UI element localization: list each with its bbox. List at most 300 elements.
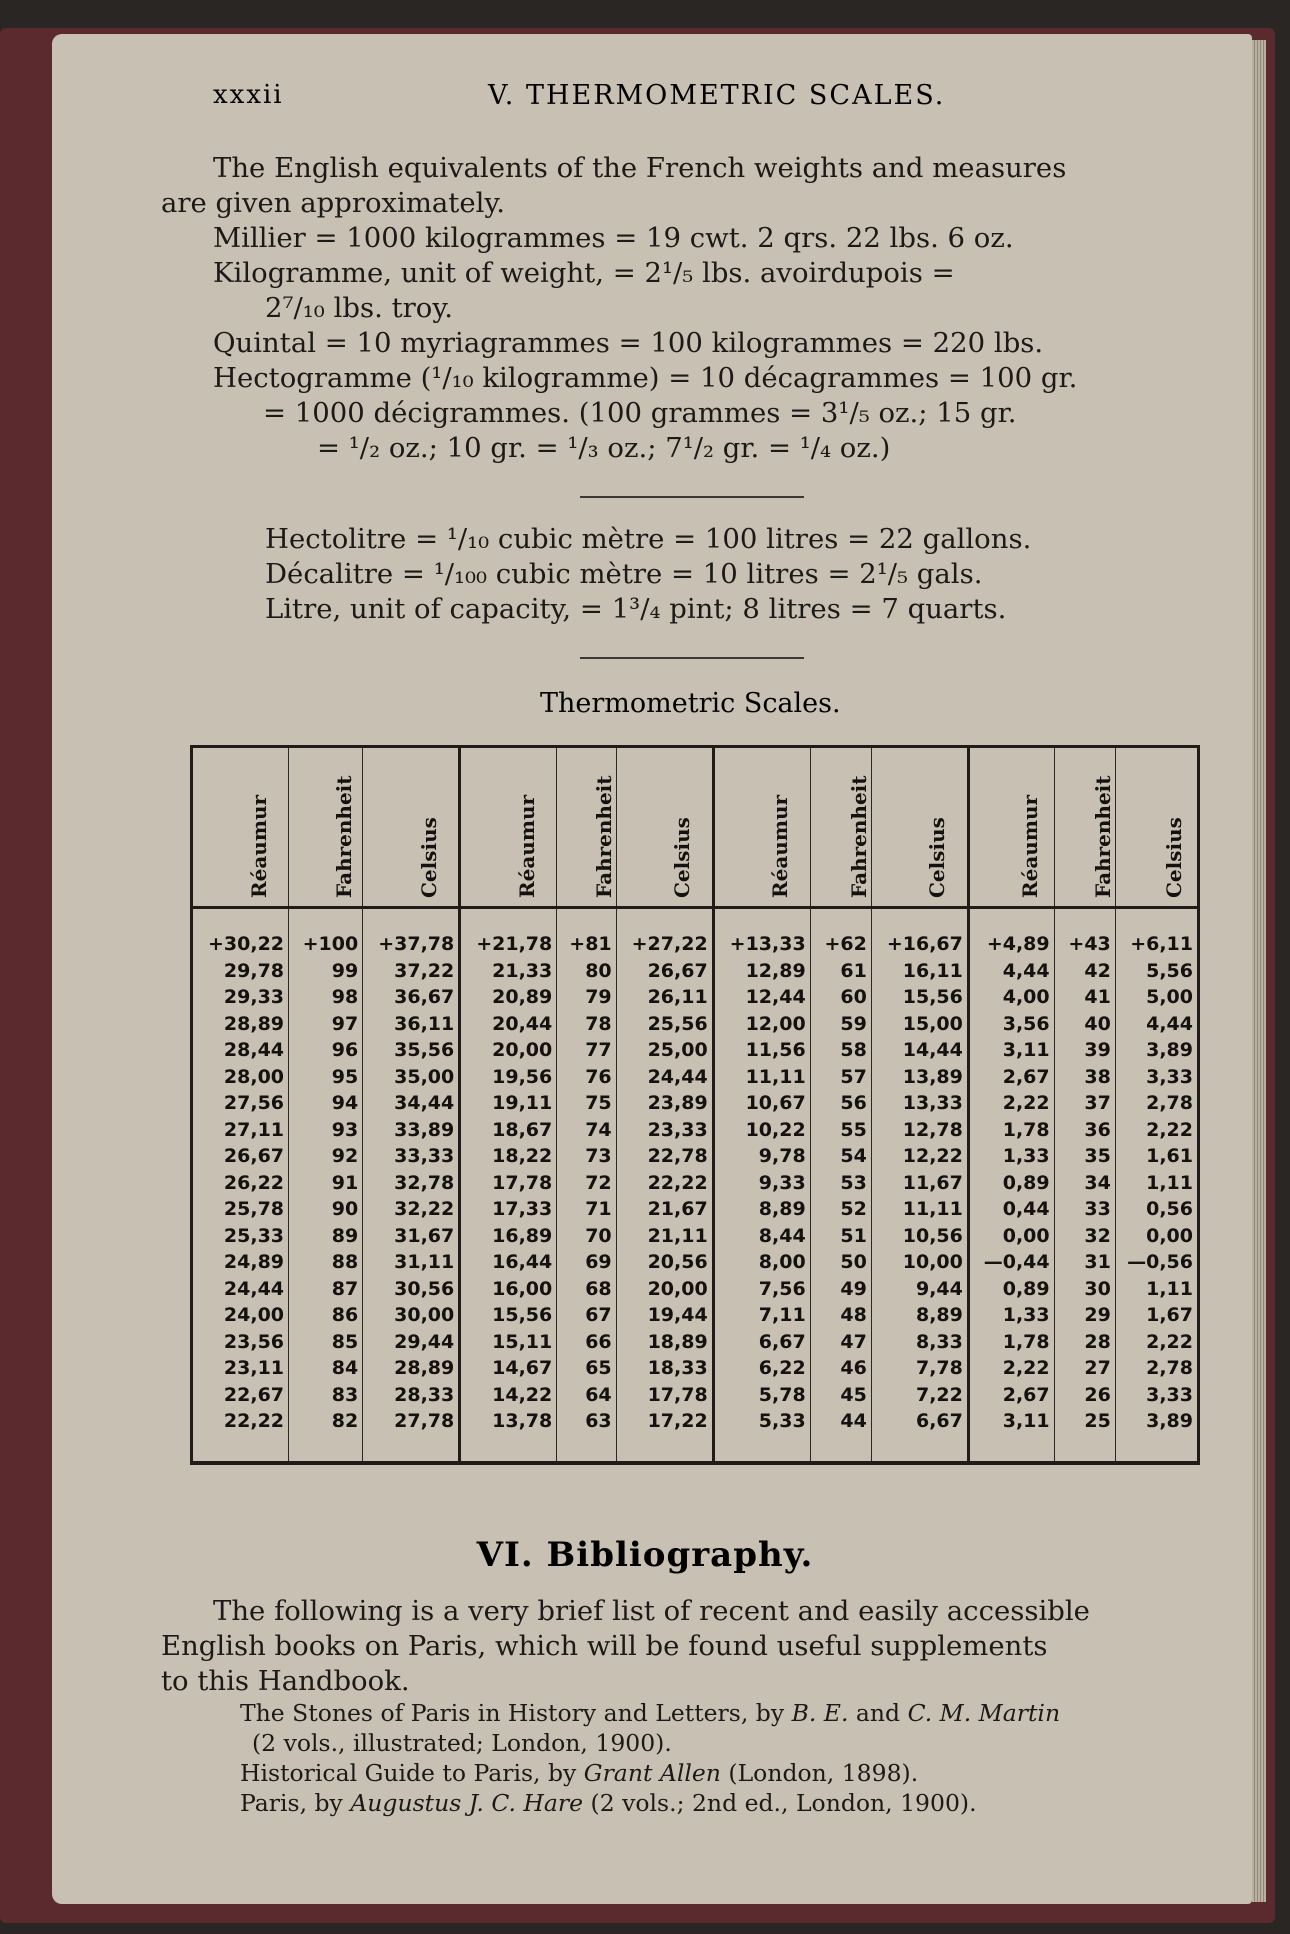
table-cell: 12,78 [871, 1117, 968, 1144]
table-cell: 17,78 [616, 1382, 713, 1409]
table-cell: 23,89 [616, 1090, 713, 1117]
table-cell: 3,89 [1115, 1408, 1198, 1463]
table-cell: 10,56 [871, 1223, 968, 1250]
hectogramme-line2: = 1000 décigrammes. (100 grammes = 3¹/₅ oz.; 15 gr. [263, 397, 1017, 429]
chapter-title: V. THERMOMETRIC SCALES. [488, 80, 946, 111]
bibliography-entries [240, 1698, 1180, 1818]
table-cell: 30,56 [363, 1276, 460, 1303]
table-cell: 3,89 [1115, 1037, 1198, 1064]
table-cell: 13,33 [871, 1090, 968, 1117]
table-cell: 27,11 [192, 1117, 289, 1144]
table-cell: 37 [1054, 1090, 1115, 1117]
table-cell: 12,00 [713, 1011, 810, 1038]
table-cell: 20,00 [616, 1276, 713, 1303]
table-cell: 40 [1054, 1011, 1115, 1038]
column-header: Réaumur [460, 747, 557, 908]
table-cell: 24,00 [192, 1302, 289, 1329]
kilogramme-line2: 2⁷/₁₀ lbs. troy. [265, 292, 453, 324]
table-cell: 46 [810, 1355, 871, 1382]
section-divider [580, 496, 804, 498]
table-cell: 89 [289, 1223, 363, 1250]
entry-title: Historical Guide to Paris, by [240, 1759, 577, 1787]
bibliography-intro-line2: English books on Paris, which will be found useful supplements [161, 1630, 1048, 1662]
table-cell: 24,44 [192, 1276, 289, 1303]
table-cell: 2,78 [1115, 1355, 1198, 1382]
table-cell: 70 [557, 1223, 616, 1250]
table-cell: 4,00 [968, 984, 1054, 1011]
table-cell: 63 [557, 1408, 616, 1463]
table-cell: 44 [810, 1408, 871, 1463]
column-header: Celsius [363, 747, 460, 908]
table-cell: +43 [1054, 908, 1115, 958]
table-cell: 75 [557, 1090, 616, 1117]
table-cell: 23,33 [616, 1117, 713, 1144]
table-row [192, 1090, 1199, 1117]
table-cell: 30,00 [363, 1302, 460, 1329]
table-cell: 18,67 [460, 1117, 557, 1144]
table-cell: 87 [289, 1276, 363, 1303]
table-cell: 33 [1054, 1196, 1115, 1223]
table-cell: 77 [557, 1037, 616, 1064]
millier-line: Millier = 1000 kilogrammes = 19 cwt. 2 qrs. 22 lbs. 6 oz. [213, 222, 1014, 254]
entry-title: The Stones of Paris in History and Letters, by [240, 1699, 785, 1727]
table-row [192, 1037, 1199, 1064]
table-cell: 33,89 [363, 1117, 460, 1144]
table-cell: 28 [1054, 1329, 1115, 1356]
table-row [192, 1249, 1199, 1276]
table-cell: 1,78 [968, 1117, 1054, 1144]
table-cell: 31 [1054, 1249, 1115, 1276]
entry-author: C. M. Martin [907, 1699, 1061, 1727]
table-cell: 6,67 [713, 1329, 810, 1356]
table-cell: 13,89 [871, 1064, 968, 1091]
table-cell: 95 [289, 1064, 363, 1091]
table-cell: 7,56 [713, 1276, 810, 1303]
table-cell: 42 [1054, 958, 1115, 985]
table-row [192, 1117, 1199, 1144]
table-cell: 8,89 [871, 1302, 968, 1329]
table-cell: 36 [1054, 1117, 1115, 1144]
table-row [192, 1302, 1199, 1329]
table-row [192, 1276, 1199, 1303]
table-cell: 32,22 [363, 1196, 460, 1223]
table-cell: 48 [810, 1302, 871, 1329]
table-cell: 83 [289, 1382, 363, 1409]
table-cell: 14,67 [460, 1355, 557, 1382]
table-cell: 88 [289, 1249, 363, 1276]
kilogramme-line1: Kilogramme, unit of weight, = 2¹/₅ lbs. avoirdupois = [213, 257, 955, 289]
table-cell: 25,78 [192, 1196, 289, 1223]
table-cell: 32,78 [363, 1170, 460, 1197]
table-cell: 20,56 [616, 1249, 713, 1276]
entry-author: Augustus J. C. Hare [350, 1789, 584, 1817]
table-cell: 80 [557, 958, 616, 985]
table-cell: 12,89 [713, 958, 810, 985]
table-cell: 11,11 [713, 1064, 810, 1091]
table-cell: 26,11 [616, 984, 713, 1011]
table-cell: 72 [557, 1170, 616, 1197]
table-cell: 22,22 [192, 1408, 289, 1463]
table-cell: 26 [1054, 1382, 1115, 1409]
table-cell: +21,78 [460, 908, 557, 958]
quintal-line: Quintal = 10 myriagrammes = 100 kilogrammes = 220 lbs. [213, 327, 1044, 359]
table-cell: 41 [1054, 984, 1115, 1011]
table-cell: +16,67 [871, 908, 968, 958]
table-cell: 35,00 [363, 1064, 460, 1091]
table-cell: 57 [810, 1064, 871, 1091]
table-row [192, 1196, 1199, 1223]
table-cell: 53 [810, 1170, 871, 1197]
table-cell: 12,22 [871, 1143, 968, 1170]
table-cell: 2,22 [968, 1090, 1054, 1117]
table-cell: 17,33 [460, 1196, 557, 1223]
table-cell: 21,67 [616, 1196, 713, 1223]
table-cell: 29,33 [192, 984, 289, 1011]
table-cell: 1,78 [968, 1329, 1054, 1356]
table-cell: 8,33 [871, 1329, 968, 1356]
table-cell: +27,22 [616, 908, 713, 958]
table-cell: 22,22 [616, 1170, 713, 1197]
table-cell: 33,33 [363, 1143, 460, 1170]
table-cell: 4,44 [968, 958, 1054, 985]
table-cell: 68 [557, 1276, 616, 1303]
hectogramme-line1: Hectogramme (¹/₁₀ kilogramme) = 10 décagrammes = 100 gr. [213, 362, 1078, 394]
table-cell: 15,11 [460, 1329, 557, 1356]
table-cell: 76 [557, 1064, 616, 1091]
entry-author: B. E. [791, 1699, 849, 1727]
table-cell: 85 [289, 1329, 363, 1356]
table-cell: 35,56 [363, 1037, 460, 1064]
table-cell: 26,22 [192, 1170, 289, 1197]
table-cell: 10,00 [871, 1249, 968, 1276]
entry-title: Paris, by [240, 1789, 343, 1817]
column-header: Réaumur [968, 747, 1054, 908]
bibliography-entry [240, 1788, 1180, 1818]
table-cell: 1,61 [1115, 1143, 1198, 1170]
table-cell: 97 [289, 1011, 363, 1038]
table-cell: 8,89 [713, 1196, 810, 1223]
table-cell: 20,44 [460, 1011, 557, 1038]
table-cell: 54 [810, 1143, 871, 1170]
bibliography-intro-line3: to this Handbook. [161, 1665, 410, 1697]
table-cell: 10,67 [713, 1090, 810, 1117]
table-cell: 7,78 [871, 1355, 968, 1382]
table-cell: 0,00 [1115, 1223, 1198, 1250]
table-cell: 2,22 [968, 1355, 1054, 1382]
hectogramme-line3: = ¹/₂ oz.; 10 gr. = ¹/₃ oz.; 7¹/₂ gr. = ¹/₄ oz.) [317, 432, 891, 464]
table-cell: 11,11 [871, 1196, 968, 1223]
table-cell: 31,67 [363, 1223, 460, 1250]
table-cell: 38 [1054, 1064, 1115, 1091]
table-cell: 30 [1054, 1276, 1115, 1303]
bibliography-title: VI. Bibliography. [476, 1535, 814, 1575]
table-cell: 5,78 [713, 1382, 810, 1409]
table-cell: 56 [810, 1090, 871, 1117]
table-cell: 26,67 [616, 958, 713, 985]
table-cell: 74 [557, 1117, 616, 1144]
table-cell: 25,56 [616, 1011, 713, 1038]
table-row [192, 1329, 1199, 1356]
table-row [192, 1170, 1199, 1197]
table-row [192, 1355, 1199, 1382]
table-cell: +100 [289, 908, 363, 958]
entry-details: (2 vols., illustrated; London, 1900). [252, 1729, 672, 1757]
table-cell: 90 [289, 1196, 363, 1223]
weights-intro-line1: The English equivalents of the French weights and measures [213, 152, 1067, 184]
table-cell: 0,56 [1115, 1196, 1198, 1223]
table-cell: 24,44 [616, 1064, 713, 1091]
table-cell: 73 [557, 1143, 616, 1170]
table-cell: 10,22 [713, 1117, 810, 1144]
table-cell: +62 [810, 908, 871, 958]
table-cell: 8,44 [713, 1223, 810, 1250]
table-cell: 32 [1054, 1223, 1115, 1250]
table-cell: 59 [810, 1011, 871, 1038]
table-cell: 2,67 [968, 1382, 1054, 1409]
table-cell: 18,33 [616, 1355, 713, 1382]
table-cell: 36,11 [363, 1011, 460, 1038]
table-cell: 8,00 [713, 1249, 810, 1276]
table-cell: 1,11 [1115, 1170, 1198, 1197]
table-cell: 34 [1054, 1170, 1115, 1197]
table-cell: 15,56 [460, 1302, 557, 1329]
table-cell: 29 [1054, 1302, 1115, 1329]
table-cell: 28,44 [192, 1037, 289, 1064]
table-cell: 5,56 [1115, 958, 1198, 985]
table-cell: 0,89 [968, 1170, 1054, 1197]
table-cell: +13,33 [713, 908, 810, 958]
table-cell: 14,44 [871, 1037, 968, 1064]
table-cell: 5,00 [1115, 984, 1198, 1011]
weights-intro-line2: are given approximately. [161, 187, 506, 219]
table-cell: 9,78 [713, 1143, 810, 1170]
column-header: Réaumur [192, 747, 289, 908]
column-header: Celsius [616, 747, 713, 908]
table-cell: 22,67 [192, 1382, 289, 1409]
section-divider-2 [580, 657, 804, 659]
table-cell: 3,56 [968, 1011, 1054, 1038]
table-cell: 20,89 [460, 984, 557, 1011]
table-cell: 96 [289, 1037, 363, 1064]
entry-author: Grant Allen [583, 1759, 721, 1787]
table-cell: 78 [557, 1011, 616, 1038]
table-cell: 1,33 [968, 1302, 1054, 1329]
table-cell: —0,56 [1115, 1249, 1198, 1276]
page-number: xxxii [213, 80, 284, 110]
column-header: Fahrenheit [810, 747, 871, 908]
table-cell: 22,78 [616, 1143, 713, 1170]
table-cell: 26,67 [192, 1143, 289, 1170]
table-cell: 14,22 [460, 1382, 557, 1409]
table-cell: 19,56 [460, 1064, 557, 1091]
table-cell: 93 [289, 1117, 363, 1144]
table-cell: 27,78 [363, 1408, 460, 1463]
table-cell: 11,56 [713, 1037, 810, 1064]
table-row [192, 984, 1199, 1011]
table-cell: 79 [557, 984, 616, 1011]
table-cell: 0,00 [968, 1223, 1054, 1250]
table-cell: 29,44 [363, 1329, 460, 1356]
table-cell: 49 [810, 1276, 871, 1303]
table-cell: 2,78 [1115, 1090, 1198, 1117]
table-cell: 39 [1054, 1037, 1115, 1064]
table-cell: 18,22 [460, 1143, 557, 1170]
table-cell: 18,89 [616, 1329, 713, 1356]
table-cell: 66 [557, 1329, 616, 1356]
table-cell: +30,22 [192, 908, 289, 958]
table-cell: 35 [1054, 1143, 1115, 1170]
table-cell: +81 [557, 908, 616, 958]
table-cell: —0,44 [968, 1249, 1054, 1276]
table-cell: 16,44 [460, 1249, 557, 1276]
table-cell: 91 [289, 1170, 363, 1197]
column-header: Fahrenheit [1054, 747, 1115, 908]
table-cell: 25,00 [616, 1037, 713, 1064]
table-cell: 98 [289, 984, 363, 1011]
table-cell: 7,11 [713, 1302, 810, 1329]
table-cell: 13,78 [460, 1408, 557, 1463]
table-row [192, 908, 1199, 958]
table-cell: 19,11 [460, 1090, 557, 1117]
table-cell: 1,67 [1115, 1302, 1198, 1329]
table-cell: 17,78 [460, 1170, 557, 1197]
table-cell: 23,11 [192, 1355, 289, 1382]
table-cell: 37,22 [363, 958, 460, 985]
table-cell: 84 [289, 1355, 363, 1382]
table-cell: 9,33 [713, 1170, 810, 1197]
table-cell: 2,22 [1115, 1329, 1198, 1356]
table-cell: 15,56 [871, 984, 968, 1011]
table-cell: 92 [289, 1143, 363, 1170]
table-row [192, 1011, 1199, 1038]
table-cell: +37,78 [363, 908, 460, 958]
entry-details: (2 vols.; 2nd ed., London, 1900). [590, 1789, 977, 1817]
table-cell: 71 [557, 1196, 616, 1223]
table-cell: 34,44 [363, 1090, 460, 1117]
bibliography-entry [240, 1758, 1180, 1788]
table-cell: 5,33 [713, 1408, 810, 1463]
entry-connector: and [855, 1699, 901, 1727]
entry-details: (London, 1898). [728, 1759, 919, 1787]
table-cell: 19,44 [616, 1302, 713, 1329]
table-cell: 67 [557, 1302, 616, 1329]
table-cell: 36,67 [363, 984, 460, 1011]
table-cell: 29,78 [192, 958, 289, 985]
table-cell: 50 [810, 1249, 871, 1276]
table-cell: 3,33 [1115, 1382, 1198, 1409]
table-cell: 16,11 [871, 958, 968, 985]
table-body [192, 908, 1199, 1463]
table-cell: 25,33 [192, 1223, 289, 1250]
capacity-section [265, 522, 1165, 627]
table-cell: 1,33 [968, 1143, 1054, 1170]
table-cell: 2,22 [1115, 1117, 1198, 1144]
page-edges [1252, 40, 1266, 1902]
table-header-row [192, 747, 1199, 908]
table-cell: +4,89 [968, 908, 1054, 958]
table-row [192, 1064, 1199, 1091]
table-cell: 60 [810, 984, 871, 1011]
table-cell: 9,44 [871, 1276, 968, 1303]
table-cell: 16,89 [460, 1223, 557, 1250]
table-cell: 82 [289, 1408, 363, 1463]
table-cell: 86 [289, 1302, 363, 1329]
table-cell: 11,67 [871, 1170, 968, 1197]
table-cell: 12,44 [713, 984, 810, 1011]
table-cell: 45 [810, 1382, 871, 1409]
table-row [192, 1382, 1199, 1409]
column-header: Celsius [1115, 747, 1198, 908]
table-cell: 28,89 [192, 1011, 289, 1038]
table-cell: 0,44 [968, 1196, 1054, 1223]
litre-line: Litre, unit of capacity, = 1³/₄ pint; 8 litres = 7 quarts. [265, 593, 1007, 625]
bibliography-entry [240, 1698, 1180, 1728]
table-cell: 15,00 [871, 1011, 968, 1038]
table-cell: 20,00 [460, 1037, 557, 1064]
table-cell: 28,89 [363, 1355, 460, 1382]
table-cell: 64 [557, 1382, 616, 1409]
table-cell: 61 [810, 958, 871, 985]
table-cell: 47 [810, 1329, 871, 1356]
table-row [192, 1223, 1199, 1250]
table-cell: 99 [289, 958, 363, 985]
table-cell: 55 [810, 1117, 871, 1144]
hectolitre-line: Hectolitre = ¹/₁₀ cubic mètre = 100 litres = 22 gallons. [265, 523, 1032, 555]
table-row [192, 1143, 1199, 1170]
table-cell: 65 [557, 1355, 616, 1382]
table-cell: 58 [810, 1037, 871, 1064]
bibliography-intro-line1: The following is a very brief list of recent and easily accessible [213, 1595, 1090, 1627]
table-cell: 21,11 [616, 1223, 713, 1250]
table-row [192, 958, 1199, 985]
table-cell: 3,11 [968, 1408, 1054, 1463]
table-cell: 28,00 [192, 1064, 289, 1091]
table-cell: 3,33 [1115, 1064, 1198, 1091]
column-header: Réaumur [713, 747, 810, 908]
table-cell: 51 [810, 1223, 871, 1250]
table-caption: Thermometric Scales. [540, 688, 841, 719]
table-cell: 52 [810, 1196, 871, 1223]
table-cell: 28,33 [363, 1382, 460, 1409]
table-cell: 69 [557, 1249, 616, 1276]
table-cell: 27 [1054, 1355, 1115, 1382]
decalitre-line: Décalitre = ¹/₁₀₀ cubic mètre = 10 litres = 2¹/₅ gals. [265, 558, 983, 590]
table-cell: 0,89 [968, 1276, 1054, 1303]
table-cell: 21,33 [460, 958, 557, 985]
table-cell: +6,11 [1115, 908, 1198, 958]
table-cell: 16,00 [460, 1276, 557, 1303]
table-cell: 4,44 [1115, 1011, 1198, 1038]
table-cell: 25 [1054, 1408, 1115, 1463]
table-cell: 31,11 [363, 1249, 460, 1276]
table-cell: 24,89 [192, 1249, 289, 1276]
table-cell: 6,22 [713, 1355, 810, 1382]
table-cell: 3,11 [968, 1037, 1054, 1064]
table-cell: 17,22 [616, 1408, 713, 1463]
table-cell: 23,56 [192, 1329, 289, 1356]
table-cell: 6,67 [871, 1408, 968, 1463]
table-cell: 94 [289, 1090, 363, 1117]
running-head [213, 80, 1188, 120]
table-cell: 7,22 [871, 1382, 968, 1409]
column-header: Fahrenheit [289, 747, 363, 908]
table-cell: 27,56 [192, 1090, 289, 1117]
table-cell: 2,67 [968, 1064, 1054, 1091]
table-cell: 1,11 [1115, 1276, 1198, 1303]
column-header: Fahrenheit [557, 747, 616, 908]
column-header: Celsius [871, 747, 968, 908]
thermometric-table [190, 745, 1200, 1465]
